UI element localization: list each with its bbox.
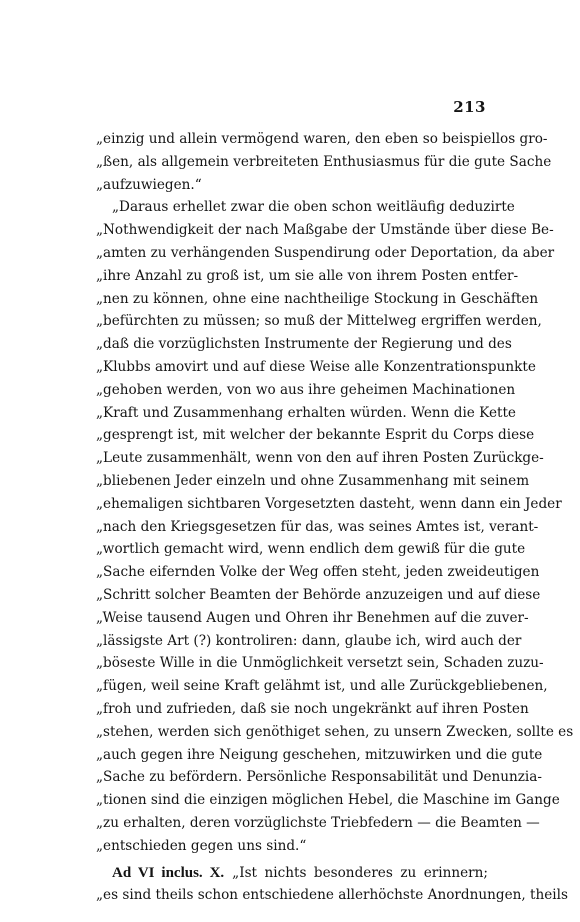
text-line: „aufzuwiegen.“ (96, 176, 202, 193)
body-text (96, 128, 574, 907)
page-number: 213 (453, 98, 486, 116)
text-line: „einzig und allein vermögend waren, den eben so beispiellos gro- (96, 131, 548, 147)
text-line: „Leute zusammenhält, wenn von den auf ihren Posten Zurückge- (96, 450, 544, 467)
text-line: „nach den Kriegsgesetzen für das, was seines Amtes ist, verant- (96, 518, 539, 535)
text-line: „böseste Wille in die Unmöglichkeit versetzt sein, Schaden zuzu- (96, 655, 544, 672)
text-line: „froh und zufrieden, daß sie noch ungekränkt auf ihren Posten (96, 700, 529, 717)
text-line: „entschieden gegen uns sind.“ (96, 837, 307, 854)
text-line: „wortlich gemacht wird, wenn endlich dem gewiß für die gute (96, 541, 526, 558)
text-line: „daß die vorzüglichsten Instrumente der Regierung und des (96, 336, 512, 353)
text-line: „gehoben werden, von wo aus ihre geheimen Machinationen (96, 381, 516, 398)
text-line: „tionen sind die einzigen möglichen Hebel, die Maschine im Gange (96, 792, 560, 809)
text-line: „Schritt solcher Beamten der Behörde anzuzeigen und auf diese (96, 586, 541, 603)
paragraph-heading: Ad VI inclus. X. (112, 864, 225, 881)
paragraph-heading-text: „Ist nichts besonderes zu erinnern; (232, 864, 489, 881)
text-line: „fügen, weil seine Kraft gelähmt ist, und alle Zurückgebliebenen, (96, 678, 548, 695)
paragraph-heading-line (96, 862, 488, 885)
text-line: „Sache eifernden Volke der Weg offen steht, jeden zweideutigen (96, 564, 540, 581)
text-line: „auch gegen ihre Neigung geschehen, mitzuwirken und die gute (96, 746, 543, 763)
text-line: „gesprengt ist, mit welcher der bekannte Esprit du Corps diese (96, 427, 535, 444)
text-line: „Weise tausend Augen und Ohren ihr Benehmen auf die zuver- (96, 609, 529, 626)
text-line: „ihre Anzahl zu groß ist, um sie alle von ihrem Posten entfer- (96, 267, 519, 284)
text-line: „ßen, als allgemein verbreiteten Enthusiasmus für die gute Sache (96, 153, 552, 170)
text-line: „befürchten zu müssen; so muß der Mittelweg ergriffen werden, (96, 313, 542, 330)
text-line: „Sache zu befördern. Persönliche Responsabilität und Denunzia- (96, 769, 542, 786)
text-line: „bliebenen Jeder einzeln und ohne Zusammenhang mit seinem (96, 472, 530, 489)
text-line: „Nothwendigkeit der nach Maßgabe der Umstände über diese Be- (96, 222, 554, 239)
text-line: „Daraus erhellet zwar die oben schon weitläufig deduzirte (112, 199, 515, 216)
text-line: „ehemaligen sichtbaren Vorgesetzten dasteht, wenn dann ein Jeder (96, 495, 562, 512)
text-line: „lässigste Art (?) kontroliren: dann, glaube ich, wird auch der (96, 632, 522, 649)
text-line: „zu erhalten, deren vorzüglichste Triebfedern — die Beamten — (96, 814, 540, 831)
text-line: „amten zu verhängenden Suspendirung oder Deportation, da aber (96, 244, 555, 261)
text-line: „Kraft und Zusammenhang erhalten würden. Wenn die Kette (96, 404, 516, 421)
text-line: „Klubbs amovirt und auf diese Weise alle Konzentrationspunkte (96, 358, 536, 375)
text-line: „nen zu können, ohne eine nachtheilige Stockung in Geschäften (96, 290, 539, 307)
text-line: „es sind theils schon entschiedene allerhöchste Anordnungen, theils (96, 887, 568, 904)
text-line: „stehen, werden sich genöthiget sehen, zu unsern Zwecken, sollte es (96, 723, 574, 740)
